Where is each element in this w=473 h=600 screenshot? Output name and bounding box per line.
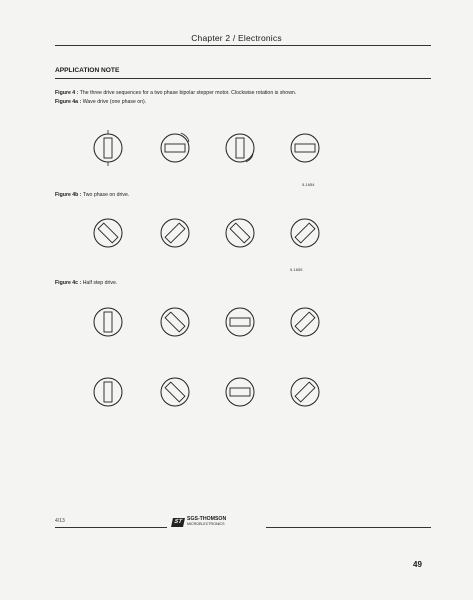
motor-diagram [285, 128, 325, 168]
motor-diagram [285, 302, 325, 342]
figure-4b-label: Figure 4b : [55, 192, 82, 198]
figure-4-label: Figure 4 : [55, 90, 79, 96]
section-title: APPLICATION NOTE [55, 67, 120, 74]
motor-diagram [285, 372, 325, 412]
figure-4b-text: Two phase on drive. [82, 192, 130, 198]
motor-diagram [220, 302, 260, 342]
figure-4a-caption [55, 99, 146, 105]
motor-diagram [220, 213, 260, 253]
figure-4c-text: Half step drive. [82, 280, 118, 286]
motor-diagram [220, 128, 260, 168]
motor-diagram [155, 213, 195, 253]
footer-rule-right [266, 527, 431, 528]
logo-sub: MICROELECTRONICS [187, 522, 225, 526]
page-number: 49 [413, 560, 422, 569]
motor-diagram [88, 128, 128, 168]
motor-diagram [155, 372, 195, 412]
figure-4a-label: Figure 4a : [55, 99, 82, 105]
motor-diagram [285, 213, 325, 253]
figure-4b-caption [55, 192, 129, 198]
page-ref: 4/13 [55, 518, 65, 524]
motor-diagram [155, 302, 195, 342]
motor-diagram [155, 128, 195, 168]
motor-diagram [220, 372, 260, 412]
company-logo [172, 517, 226, 527]
figure-4c-caption [55, 280, 117, 286]
st-logo-mark: ST [171, 518, 185, 527]
header-rule [55, 45, 431, 46]
figure-4a-text: Wave drive (one phase on). [82, 99, 147, 105]
section-rule [55, 78, 431, 79]
figure-4a-ref: 5-1654 [302, 182, 315, 187]
motor-diagram [88, 372, 128, 412]
motor-diagram [88, 213, 128, 253]
logo-name: SGS-THOMSON [187, 516, 227, 522]
figure-4-caption [55, 90, 296, 96]
page-header: Chapter 2 / Electronics [191, 33, 282, 43]
figure-4b-ref: 5-1655 [290, 267, 303, 272]
footer-rule-left [55, 527, 167, 528]
motor-diagram [88, 302, 128, 342]
logo-text [187, 517, 226, 527]
figure-4c-label: Figure 4c : [55, 280, 82, 286]
figure-4-text: The three drive sequences for a two phase bipolar stepper motor. Clockwise rotation is shown. [79, 90, 297, 96]
